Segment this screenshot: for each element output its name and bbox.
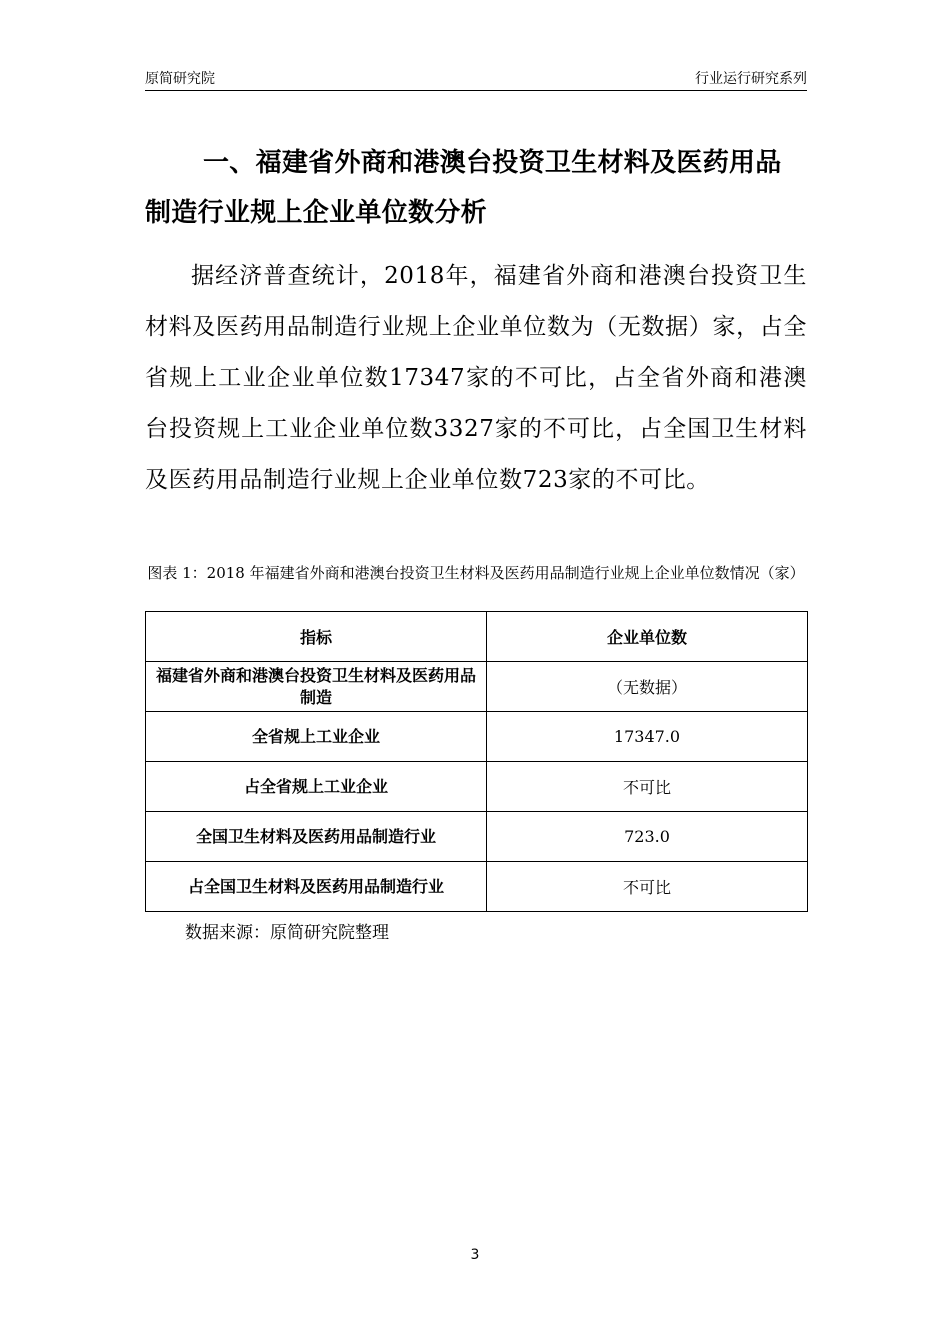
- table-header-row: [146, 612, 808, 662]
- table-row: [146, 862, 808, 912]
- row-label: 福建省外商和港澳台投资卫生材料及医药用品制造: [146, 662, 487, 712]
- row-value: 723.0: [487, 812, 808, 862]
- page-header: [145, 66, 807, 91]
- page-number: 3: [470, 1247, 480, 1263]
- row-label: 占全国卫生材料及医药用品制造行业: [146, 862, 487, 912]
- table-caption: 图表 1：2018 年福建省外商和港澳台投资卫生材料及医药用品制造行业规上企业单位数情况（家）: [147, 564, 805, 582]
- header-series-name: 行业运行研究系列: [695, 71, 807, 87]
- table-row: [146, 662, 808, 712]
- row-value: 不可比: [487, 862, 808, 912]
- row-label: 全省规上工业企业: [146, 712, 487, 762]
- header-org-name: 原简研究院: [145, 71, 215, 87]
- row-label: 占全省规上工业企业: [146, 762, 487, 812]
- table-header-count: 企业单位数: [487, 612, 808, 662]
- section-heading: 一、福建省外商和港澳台投资卫生材料及医药用品制造行业规上企业单位数分析: [145, 148, 782, 228]
- table-row: [146, 812, 808, 862]
- section-paragraph: 据经济普查统计，2018年，福建省外商和港澳台投资卫生材料及医药用品制造行业规上企业单位数为（无数据）家，占全省规上工业企业单位数17347家的不可比，占全省外商和港澳台投资规上工业企业单位数3327家的不可比，占全国卫生材料及医药用品制造行业规上企业单位数723家的不可比。: [145, 263, 807, 493]
- table-header-indicator: 指标: [146, 612, 487, 662]
- data-source-note: 数据来源：原简研究院整理: [185, 923, 389, 943]
- row-value: 不可比: [487, 762, 808, 812]
- row-value: 17347.0: [487, 712, 808, 762]
- data-table: [145, 611, 808, 912]
- table-row: [146, 712, 808, 762]
- row-label: 全国卫生材料及医药用品制造行业: [146, 812, 487, 862]
- row-value: （无数据）: [487, 662, 808, 712]
- table-row: [146, 762, 808, 812]
